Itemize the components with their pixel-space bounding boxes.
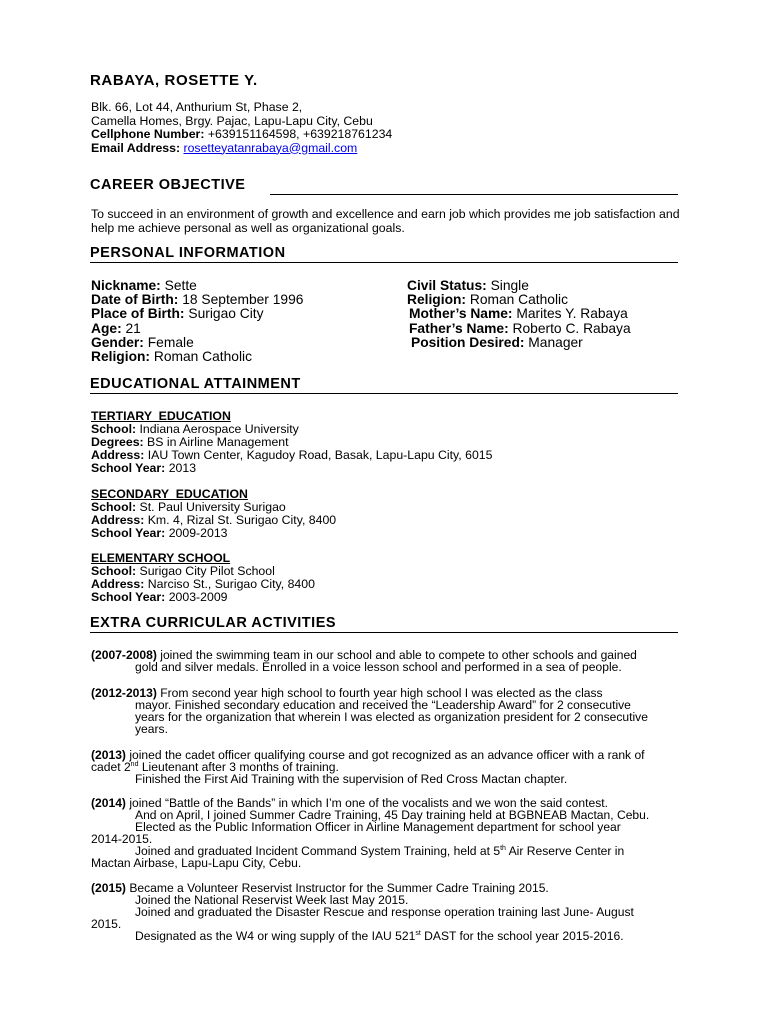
personal-info-right [407, 279, 631, 350]
dob-value: 18 September 1996 [178, 292, 304, 308]
civil-status-label: Civil Status: [407, 278, 487, 293]
career-objective-heading [90, 175, 678, 195]
gender-label: Gender: [91, 334, 144, 350]
activity-line [91, 928, 681, 943]
activity-text: Joined and graduated Incident Command System Training, held at 5 [135, 843, 501, 858]
section-divider [90, 632, 678, 633]
career-objective-title: CAREER OBJECTIVE [90, 177, 246, 193]
activity-text: gold and silver medals. Enrolled in a voice lesson school and performed in a sea of people. [135, 659, 622, 674]
activity-text: 2014-2015. [91, 831, 153, 846]
pob-value: Surigao City [184, 306, 264, 322]
personal-info-heading [90, 243, 678, 263]
address-line-2: Camella Homes, Brgy. Pajac, Lapu-Lapu City, Cebu [91, 113, 373, 128]
address-label: Address: [91, 447, 145, 462]
activity-year: (2012-2013) [91, 686, 157, 700]
gender-row [91, 336, 303, 350]
tertiary-year-row [91, 462, 493, 475]
ordinal-suffix: st [415, 929, 421, 937]
activity-text: years for the organization that wherein I was elected as organization president for 2 consecutive [135, 709, 648, 724]
school-value: St. Paul University Surigao [136, 499, 286, 514]
activity-text: Air Reserve Center in [505, 843, 625, 858]
tertiary-education [91, 410, 493, 475]
secondary-heading: SECONDARY EDUCATION [91, 487, 248, 501]
activity-text: joined the swimming team in our school and able to compete to other schools and gained [156, 648, 637, 662]
address-value: Narciso St., Surigao City, 8400 [144, 576, 315, 591]
father-name-label: Father’s Name: [409, 320, 509, 336]
cellphone-value: +639151164598, +639218761234 [204, 127, 393, 141]
gender-value: Female [143, 334, 194, 350]
activity-text: Mactan Airbase, Lapu-Lapu City, Cebu. [91, 855, 302, 870]
applicant-name: RABAYA, ROSETTE Y. [90, 72, 258, 89]
religion-row [91, 350, 303, 364]
father-name-value: Roberto C. Rabaya [508, 320, 631, 336]
elementary-education [91, 552, 315, 604]
activity-text: Lieutenant after 3 months of training. [138, 759, 339, 774]
activity-year: (2014) [91, 796, 126, 810]
degrees-label: Degrees: [91, 434, 144, 449]
elementary-year-row [91, 591, 315, 604]
activity-text: mayor. Finished secondary education and received the “Leadership Award” for 2 consecutive [135, 697, 631, 712]
activity-2013 [91, 750, 681, 786]
ordinal-suffix: th [500, 844, 506, 852]
activity-year: (2015) [91, 881, 126, 895]
activity-text: Joined and graduated the Disaster Rescue and response operation training last June- August [135, 904, 634, 919]
school-year-value: 2013 [165, 460, 197, 475]
school-year-value: 2009-2013 [165, 525, 228, 540]
nickname-row [91, 279, 303, 293]
personal-info-title: PERSONAL INFORMATION [90, 245, 286, 261]
cellphone-line [91, 128, 392, 142]
activity-text: Joined the National Reservist Week last May 2015. [135, 892, 409, 907]
elementary-heading: ELEMENTARY SCHOOL [91, 551, 231, 565]
address-label: Address: [91, 576, 145, 591]
position-desired-value: Manager [524, 334, 583, 350]
email-link[interactable]: rosetteyatanrabaya@gmail.com [183, 140, 358, 155]
address-value: Km. 4, Rizal St. Surigao City, 8400 [144, 512, 337, 527]
activities-heading [90, 613, 678, 633]
activity-year: (2007-2008) [91, 648, 157, 662]
age-label: Age: [91, 320, 122, 336]
activity-text: DAST for the school year 2015-2016. [420, 928, 624, 943]
section-divider [270, 194, 678, 195]
school-value: Indiana Aerospace University [136, 421, 299, 436]
address-label: Address: [91, 512, 145, 527]
activity-text: From second year high school to fourth year high school I was elected as the class [156, 686, 603, 700]
pob-label: Place of Birth: [91, 306, 185, 322]
career-objective-text: To succeed in an environment of growth and excellence and earn job which provides me job satisfaction and help me achieve personal as well as organizational goals. [91, 207, 680, 235]
father-name-row [407, 322, 631, 336]
secondary-education [91, 488, 336, 540]
religion-row-right [407, 293, 631, 307]
school-label: School: [91, 499, 137, 514]
activity-year: (2013) [91, 748, 126, 762]
section-divider [90, 262, 678, 263]
activity-2007-2008 [91, 650, 681, 674]
activity-text: years. [135, 721, 168, 736]
dob-row [91, 293, 303, 307]
age-row [91, 322, 303, 336]
nickname-label: Nickname: [91, 278, 161, 293]
ordinal-suffix: nd [130, 760, 139, 768]
activity-text: Became a Volunteer Reservist Instructor for the Summer Cadre Training 2015. [125, 881, 549, 895]
activity-text: joined “Battle of the Bands” in which I’m one of the vocalists and we won the said contest. [125, 796, 608, 810]
position-desired-row [407, 336, 631, 350]
school-year-value: 2003-2009 [165, 589, 228, 604]
mother-name-row [407, 307, 631, 321]
section-divider [90, 393, 678, 394]
position-desired-label: Position Desired: [411, 334, 525, 350]
address-line-1: Blk. 66, Lot 44, Anthurium St, Phase 2, [91, 100, 303, 114]
education-title: EDUCATIONAL ATTAINMENT [90, 376, 301, 392]
religion-label: Religion: [91, 349, 151, 365]
school-label: School: [91, 563, 137, 578]
activity-text: Finished the First Aid Training with the supervision of Red Cross Mactan chapter. [135, 771, 568, 786]
civil-status-row [407, 279, 631, 293]
education-heading [90, 374, 678, 394]
cellphone-label: Cellphone Number: [91, 127, 205, 141]
address-value: IAU Town Center, Kagudoy Road, Basak, Lapu-Lapu City, 6015 [144, 447, 493, 462]
activity-2014 [91, 798, 681, 869]
activities-title: EXTRA CURRICULAR ACTIVITIES [90, 615, 337, 631]
activity-text: cadet 2 [91, 759, 131, 774]
religion-value-right: Roman Catholic [466, 292, 569, 308]
nickname-value: Sette [160, 278, 197, 293]
activity-text: Elected as the Public Information Officer in Airline Management department for school year [135, 819, 621, 834]
religion-value: Roman Catholic [150, 349, 253, 365]
email-line [91, 142, 392, 156]
school-year-label: School Year: [91, 460, 166, 475]
activity-text: 2015. [91, 916, 122, 931]
religion-label-right: Religion: [407, 292, 467, 308]
age-value: 21 [121, 320, 141, 336]
mother-name-label: Mother’s Name: [409, 306, 513, 322]
secondary-year-row [91, 527, 336, 540]
mother-name-value: Marites Y. Rabaya [512, 306, 628, 322]
activity-2015 [91, 883, 681, 943]
activity-2012-2013 [91, 688, 681, 736]
school-year-label: School Year: [91, 589, 166, 604]
activity-text: And on April, I joined Summer Cadre Training, 45 Day training held at BGBNEAB Mactan, Cebu. [135, 807, 650, 822]
degrees-value: BS in Airline Management [143, 434, 289, 449]
dob-label: Date of Birth: [91, 292, 179, 308]
civil-status-value: Single [486, 278, 529, 293]
tertiary-heading: TERTIARY EDUCATION [91, 409, 231, 423]
school-label: School: [91, 421, 137, 436]
contact-block [91, 101, 392, 155]
school-value: Surigao City Pilot School [136, 563, 275, 578]
personal-info-left [91, 279, 303, 364]
activity-text: Designated as the W4 or wing supply of the IAU 521 [135, 928, 416, 943]
pob-row [91, 307, 303, 321]
email-label: Email Address: [91, 140, 181, 155]
school-year-label: School Year: [91, 525, 166, 540]
activity-text: joined the cadet officer qualifying course and got recognized as an advance officer with a rank of [125, 748, 645, 762]
